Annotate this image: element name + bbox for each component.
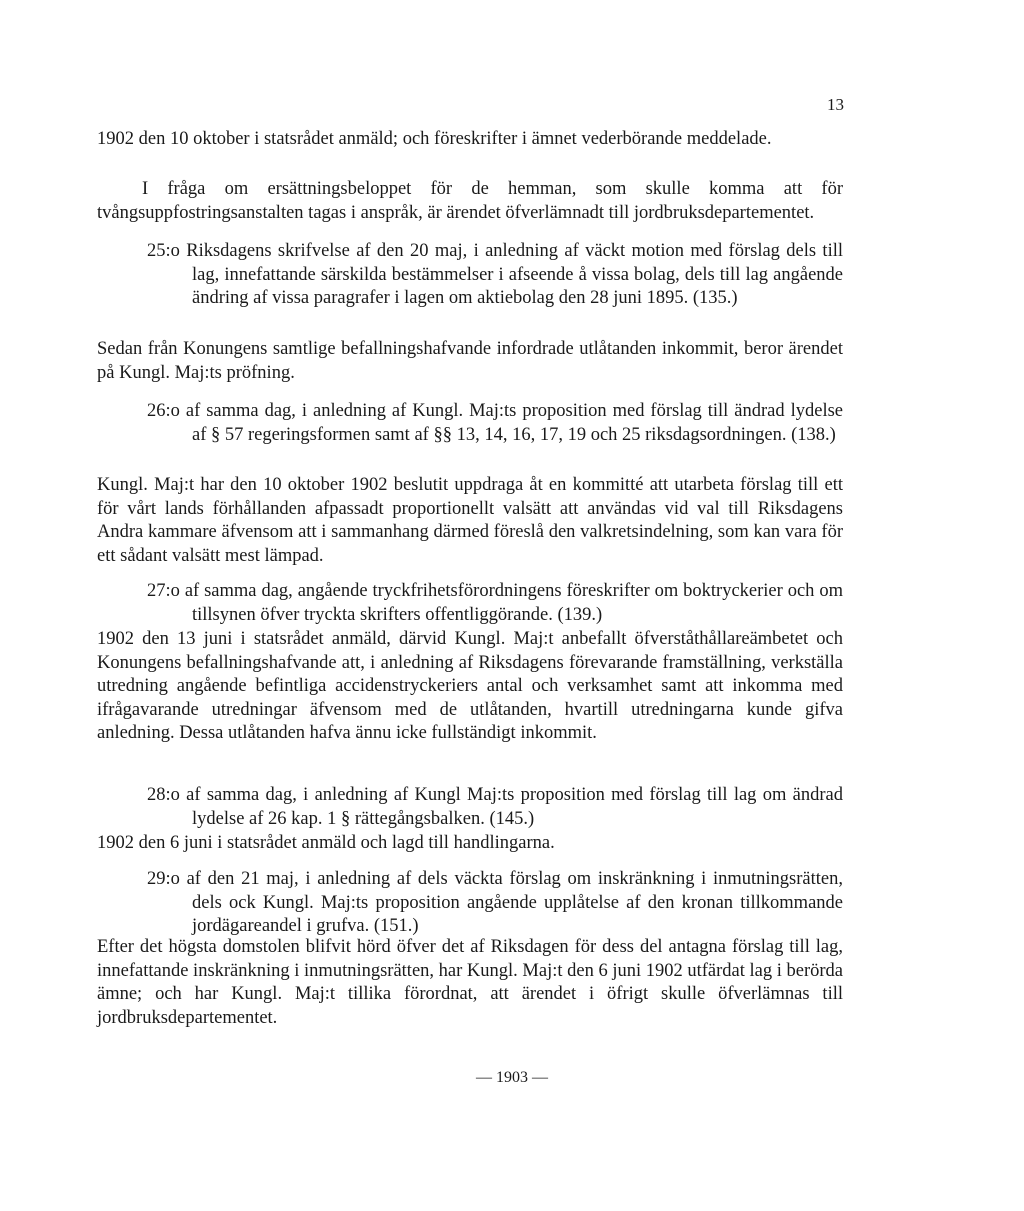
entry-26	[147, 400, 843, 447]
entry-25	[147, 240, 843, 311]
paragraph-p27: 1902 den 13 juni i statsrådet anmäld, därvid Kungl. Maj:t anbefallt öfverståthållareämbetet och Konungens befallningshafvande att, i anledning af Riksdagens förevarande framställning, verkställa utredning angående befintliga accidenstryckeriers antal och verksamhet samt att inkomma med ifrågavarande utredningar äfvensom med de utlåtanden, hvartill utredningarna kunde gifva anledning. Dessa utlåtanden hafva ännu icke fullständigt inkommit.	[97, 629, 843, 744]
paragraph-p26: Kungl. Maj:t har den 10 oktober 1902 beslutit uppdraga åt en kommitté att utarbeta förslag till ett för vårt lands förhållanden afpassadt proportionellt valsätt att användas vid val till Riksdagens Andra kammare äfvensom att i sammanhang därmed föreslå den valkretsindelning, som kan vara för ett sådant valsätt mest lämpad.	[97, 475, 843, 566]
paragraph-p28: 1902 den 6 juni i statsrådet anmäld och lagd till handlingarna.	[97, 833, 555, 853]
entry-29	[147, 868, 843, 939]
paragraph-p1: 1902 den 10 oktober i statsrådet anmäld; och föreskrifter i ämnet vederbörande meddelade.	[97, 129, 772, 149]
paragraph-p2: I fråga om ersättningsbeloppet för de hemman, som skulle komma att för tvångsuppfostringsanstalten tagas i anspråk, är ärendet öfverlämnadt till jordbruksdepartementet.	[97, 179, 843, 223]
footer-year: — 1903 —	[476, 1069, 548, 1086]
entry-25-text: 25:o Riksdagens skrifvelse af den 20 maj, i anledning af väckt motion med förslag dels till lag, innefattande särskilda bestämmelser i afseende å vissa bolag, dels till lag angående ändring af vissa paragrafer i lagen om aktiebolag den 28 juni 1895. (135.)	[147, 241, 843, 309]
paragraph-p29: Efter det högsta domstolen blifvit hörd öfver det af Riksdagen för dess del antagna förslag till lag, innefattande inskränkning i inmutningsrätten, har Kungl. Maj:t den 6 juni 1902 utfärdat lag i berörda ämne; och har Kungl. Maj:t tillika förordnat, att ärendet i öfrigt skulle öfverlämnas till jordbruksdepartementet.	[97, 937, 843, 1028]
paragraph-p25: Sedan från Konungens samtlige befallningshafvande infordrade utlåtanden inkommit, beror ärendet på Kungl. Maj:ts pröfning.	[97, 339, 843, 383]
entry-28	[147, 784, 843, 831]
entry-29-text: 29:o af den 21 maj, i anledning af dels väckta förslag om inskränkning i inmutningsrätten, dels ock Kungl. Maj:ts proposition angående upplåtelse af den kronan tillkommande jordägareandel i grufva. (151.)	[147, 869, 843, 937]
entry-27	[147, 580, 843, 627]
entry-26-text: 26:o af samma dag, i anledning af Kungl. Maj:ts proposition med förslag till ändrad lydelse af § 57 regeringsformen samt af §§ 13, 14, 16, 17, 19 och 25 riksdagsordningen. (138.)	[147, 401, 843, 445]
entry-27-text: 27:o af samma dag, angående tryckfrihetsförordningens föreskrifter om boktryckerier och om tillsynen öfver tryckta skrifters offentliggörande. (139.)	[147, 581, 843, 625]
entry-28-text: 28:o af samma dag, i anledning af Kungl Maj:ts proposition med förslag till lag om ändrad lydelse af 26 kap. 1 § rättegångsbalken. (145.)	[147, 785, 843, 829]
page-number: 13	[827, 95, 844, 114]
